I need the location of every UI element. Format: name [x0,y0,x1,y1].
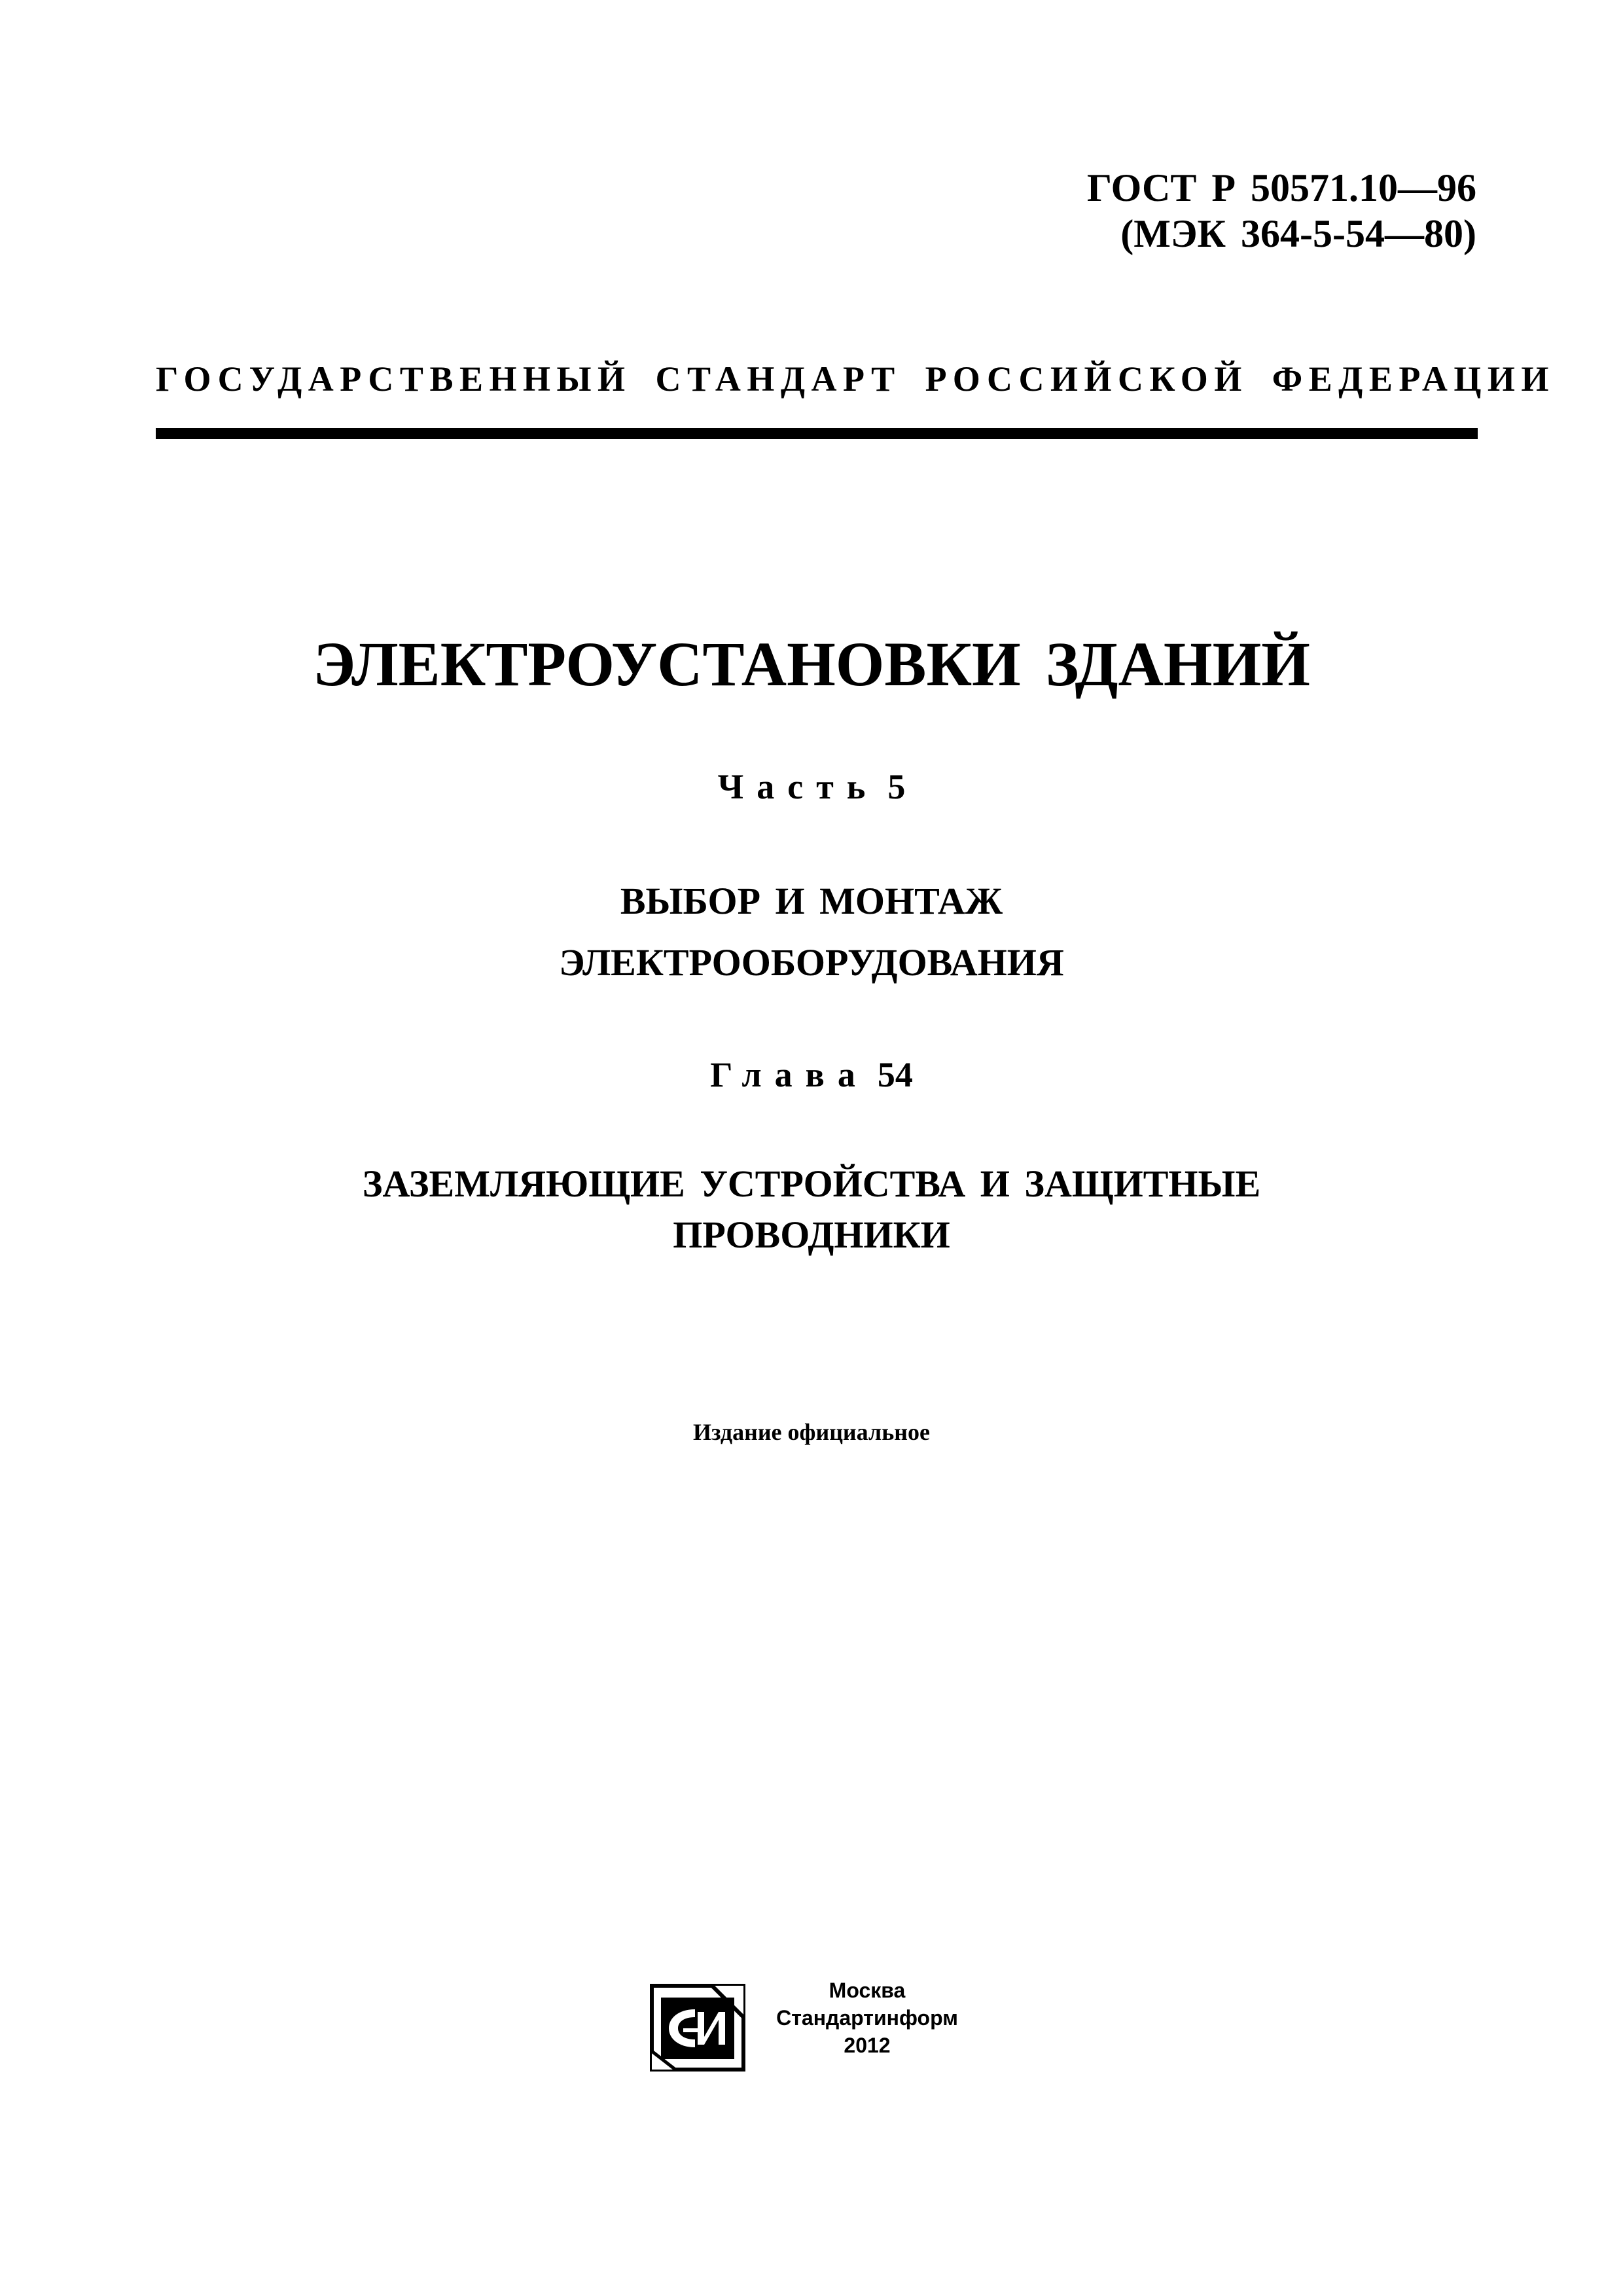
section-title-line-2: ЭЛЕКТРООБОРУДОВАНИЯ [559,941,1064,984]
state-standard-heading: ГОСУДАРСТВЕННЫЙ СТАНДАРТ РОССИЙСКОЙ ФЕДЕРАЦИИ [156,359,1555,399]
imprint-year: 2012 [844,2034,891,2057]
chapter-title [157,1158,1466,1261]
imprint-publisher: Стандартинформ [776,2006,958,2030]
chapter-title-line-2: ПРОВОДНИКИ [673,1213,950,1256]
imprint-city: Москва [829,1979,906,2002]
standartinform-logo-icon [649,1983,746,2072]
document-number-block [1087,165,1476,257]
chapter-label [157,1054,1466,1096]
part-label [157,766,1466,808]
part-word: Часть [717,767,879,806]
chapter-number: 54 [877,1055,913,1094]
document-title: ЭЛЕКТРОУСТАНОВКИ ЗДАНИЙ [313,629,1310,699]
horizontal-rule [156,428,1478,439]
official-edition-note: Издание официальное [693,1419,930,1445]
standard-number: ГОСТ Р 50571.10—96 [1086,166,1476,209]
chapter-word: Глава [710,1055,868,1094]
section-title-line-1: ВЫБОР И МОНТАЖ [620,880,1003,922]
chapter-title-line-1: ЗАЗЕМЛЯЮЩИЕ УСТРОЙСТВА И ЗАЩИТНЫЕ [362,1162,1261,1205]
publisher-imprint [772,1977,962,2059]
part-number: 5 [887,767,906,806]
section-title [157,870,1466,994]
iec-equivalent-number: (МЭК 364-5-54—80) [1120,212,1476,255]
